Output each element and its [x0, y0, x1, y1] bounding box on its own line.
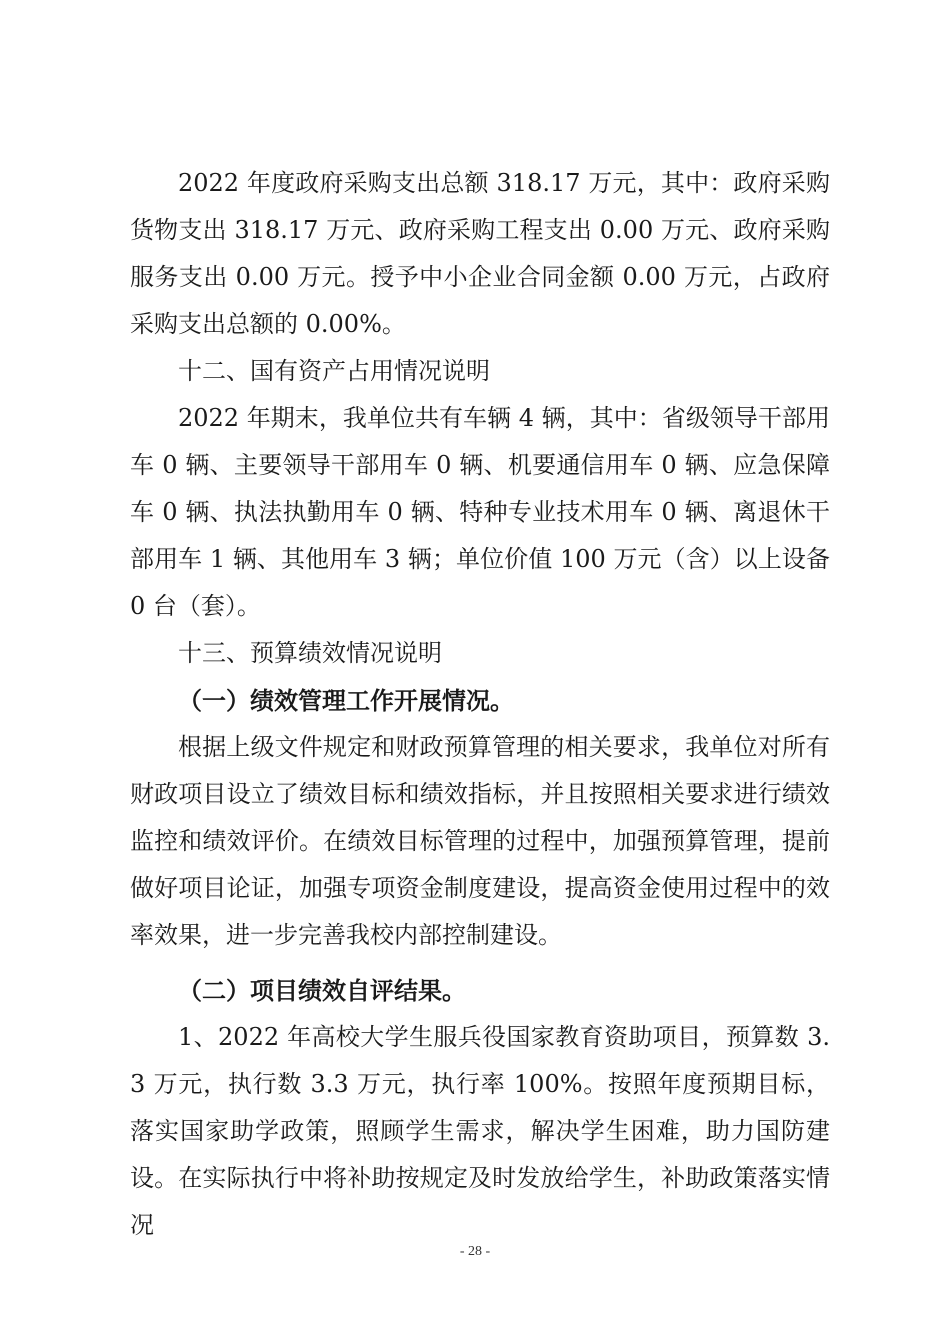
paragraph-project-1: 1、2022 年高校大学生服兵役国家教育资助项目，预算数 3.3 万元，执行数 3.3 万元，执行率 100%。按照年度预期目标，落实国家助学政策，照顾学生需求，解决学生困难，助力国防建设。在实际执行中将补助按规定及时发放给学生，补助政策落实情况 [130, 1023, 830, 1239]
paragraph-assets: 2022 年期末，我单位共有车辆 4 辆，其中：省级领导干部用车 0 辆、主要领导干部用车 0 辆、机要通信用车 0 辆、应急保障车 0 辆、执法执勤用车 0 辆、特种专业技术用车 0 辆、离退休干部用车 1 辆、其他用车 3 辆；单位价值 100 万元（含）以上设备 0 台（套）。 [130, 404, 830, 620]
paragraph-procurement: 2022 年度政府采购支出总额 318.17 万元，其中：政府采购货物支出 318.17 万元、政府采购工程支出 0.00 万元、政府采购服务支出 0.00 万元。授予中小企业合同金额 0.00 万元，占政府采购支出总额的 0.00%。 [130, 169, 830, 338]
section-heading-12: 十二、国有资产占用情况说明 [178, 357, 490, 385]
document-body [130, 160, 830, 1249]
paragraph-performance-management: 根据上级文件规定和财政预算管理的相关要求，我单位对所有财政项目设立了绩效目标和绩效指标，并且按照相关要求进行绩效监控和绩效评价。在绩效目标管理的过程中，加强预算管理，提前做好项目论证，加强专项资金制度建设，提高资金使用过程中的效率效果，进一步完善我校内部控制建设。 [130, 733, 830, 949]
section-heading-13: 十三、预算绩效情况说明 [178, 639, 442, 667]
subheading-performance-management: （一）绩效管理工作开展情况。 [178, 686, 514, 715]
page-number: - 28 - [459, 1244, 491, 1259]
subheading-self-evaluation: （二）项目绩效自评结果。 [178, 976, 466, 1005]
